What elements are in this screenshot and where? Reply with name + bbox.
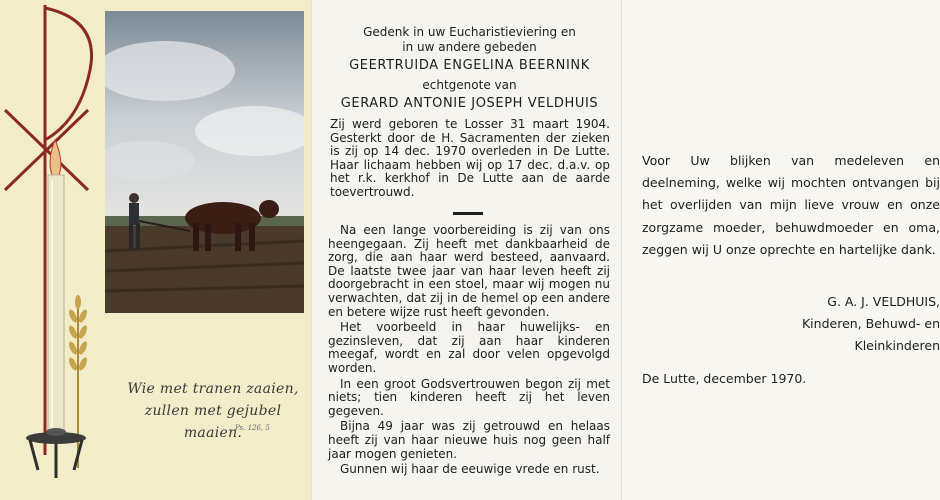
obituary-text bbox=[328, 224, 610, 479]
candle-cross-illustration bbox=[0, 0, 110, 500]
signatory: G. A. J. VELDHUIS, bbox=[827, 294, 940, 309]
biography: Zij werd geboren te Losser 31 maart 1904. Gesterkt door de H. Sacramenten der zieken is zij op 14 dec. 1970 overleden in De Lutte. Haar lichaam hebben wij op 17 dec. d.a.v. op het r.k. kerkhof in De Lutte aan de aarde toevertrouwd. bbox=[330, 117, 610, 199]
verse-line-1: Wie met tranen zaaien, bbox=[127, 381, 299, 397]
obituary-paragraph: Bijna 49 jaar was zij getrouwd en helaas heeft zij van haar nieuwe huis nog geen half jaar mogen genieten. bbox=[328, 419, 610, 461]
devotional-image-panel bbox=[0, 0, 312, 500]
signature-block bbox=[700, 291, 940, 357]
rho-loop-icon bbox=[45, 8, 92, 140]
verse-line-2: zullen met gejubel maaien. bbox=[144, 403, 282, 441]
plowing-photo bbox=[105, 11, 304, 313]
family-line-1: Kinderen, Behuwd- en bbox=[801, 316, 940, 331]
farmer-icon bbox=[129, 203, 139, 225]
intro-line-2: in uw andere gebeden bbox=[402, 40, 537, 54]
separator-rule bbox=[453, 212, 483, 215]
intro-line-1: Gedenk in uw Eucharistieviering en bbox=[363, 25, 576, 39]
thanks-panel bbox=[622, 0, 940, 500]
family-line-2: Kleinkinderen bbox=[854, 338, 940, 353]
spouse-intro: echtgenote van bbox=[422, 78, 517, 92]
verse bbox=[118, 378, 308, 444]
place-date: De Lutte, december 1970. bbox=[642, 371, 807, 386]
deceased-name: GEERTRUIDA ENGELINA BEERNINK bbox=[349, 58, 590, 73]
candle-icon bbox=[48, 175, 64, 430]
obituary-paragraph: Na een lange voorbereiding is zij van ons heengegaan. Zij heeft met dankbaarheid de zorg, die aan haar werd besteed, aanvaard. De laatste twee jaar van haar leven heeft zij doorgebracht in een stoel, maar wij mogen nu verwachten, dat zij in de hemel op een andere en betere wijze rust heeft gevonden. bbox=[328, 223, 610, 319]
thanks-text: Voor Uw blijken van medeleven en deelneming, welke wij mochten ontvangen bij het overlijden van mijn lieve vrouw en onze zorgzame moeder, behuwdmoeder en oma, zeggen wij U onze oprechte en hartelijke dank. bbox=[642, 153, 940, 257]
spouse-name: GERARD ANTONIE JOSEPH VELDHUIS bbox=[340, 96, 599, 111]
memorial-text-panel bbox=[312, 0, 622, 500]
verse-reference: Ps. 126, 5 bbox=[235, 424, 270, 432]
obituary-paragraph: Gunnen wij haar de eeuwige vrede en rust. bbox=[340, 462, 600, 477]
obituary-paragraph: In een groot Godsvertrouwen begon zij met niets; tien kinderen heeft zij het leven gegeven. bbox=[328, 376, 610, 418]
obituary-paragraph: Het voorbeeld in haar huwelijks- en gezinsleven, dat zij aan haar kinderen meegaf, wordt en zal door velen opgevolgd worden. bbox=[328, 320, 610, 375]
